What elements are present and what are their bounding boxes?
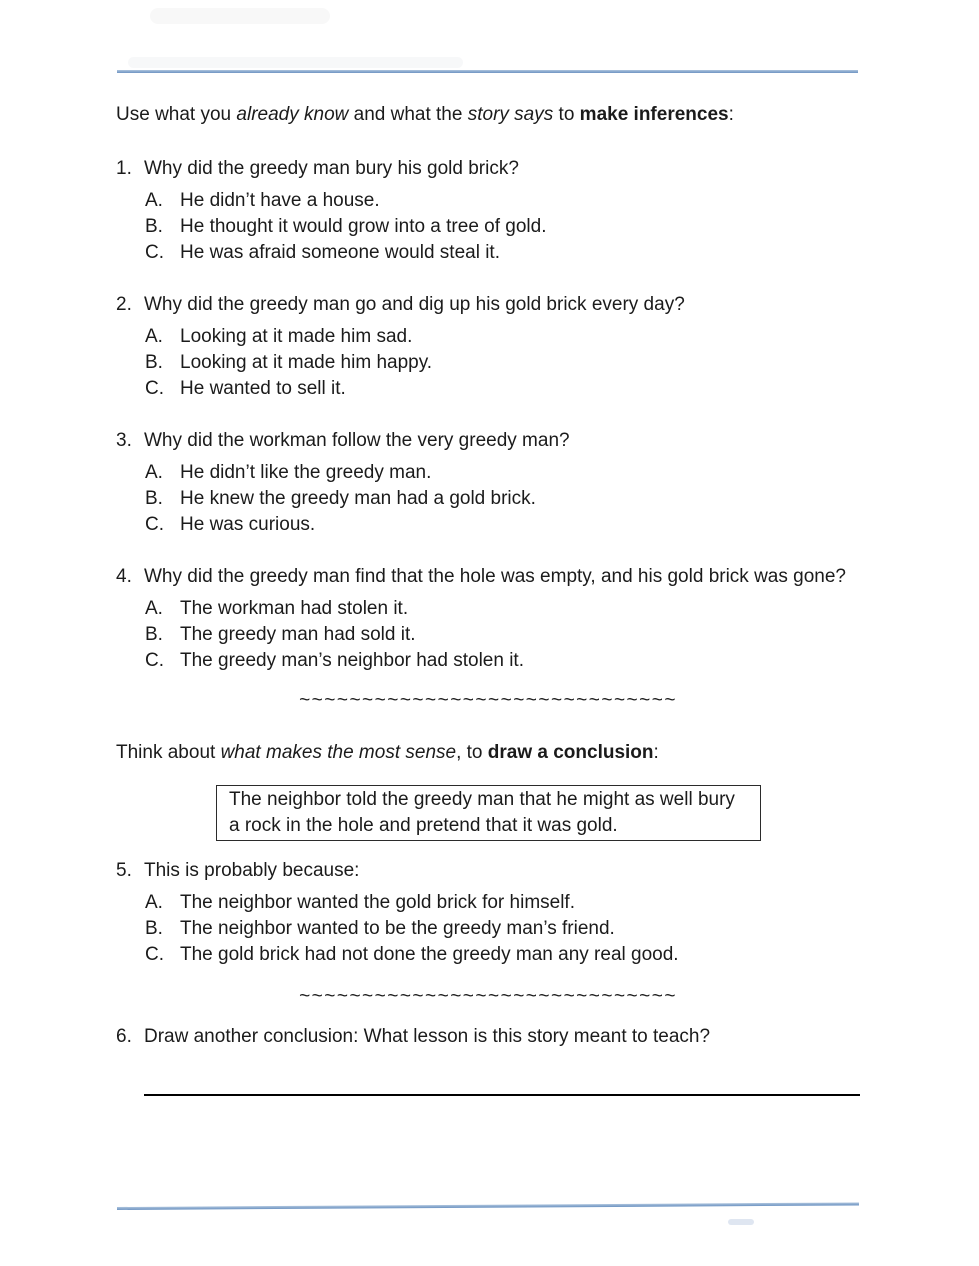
tilde-divider: ~~~~~~~~~~~~~~~~~~~~~~~~~~~~~~ <box>299 690 677 711</box>
option-item <box>145 350 860 376</box>
instruction-text: and what the <box>348 104 468 125</box>
question-text: Why did the greedy man go and dig up his gold brick every day? <box>144 294 685 315</box>
option-item <box>145 188 860 214</box>
conclusion-instruction <box>116 740 860 766</box>
option-item <box>145 376 860 402</box>
question-number: 4. <box>116 566 132 587</box>
option-text: Looking at it made him sad. <box>180 326 413 347</box>
options-list <box>145 596 860 674</box>
instruction-italic: already know <box>236 104 349 125</box>
erased-header-remnant <box>128 57 463 68</box>
option-text: He was afraid someone would steal it. <box>180 242 500 263</box>
option-item <box>145 942 860 968</box>
question-1 <box>116 156 860 266</box>
question-number: 1. <box>116 158 132 179</box>
conclusion-box-text: The neighbor told the greedy man that he might as well bury a rock in the hole and pretend that it was gold. <box>229 789 735 836</box>
option-item <box>145 890 860 916</box>
option-text: Looking at it made him happy. <box>180 352 433 373</box>
question-4 <box>116 564 860 674</box>
option-letter: C. <box>145 944 164 965</box>
option-text: He wanted to sell it. <box>180 378 346 399</box>
option-letter: A. <box>145 190 163 211</box>
option-text: The workman had stolen it. <box>180 598 409 619</box>
instruction-text: to <box>553 104 580 125</box>
option-text: He was curious. <box>180 514 316 535</box>
option-item <box>145 648 860 674</box>
question-text: Draw another conclusion: What lesson is this story meant to teach? <box>144 1026 711 1047</box>
option-item <box>145 596 860 622</box>
option-item <box>145 916 860 942</box>
question-text: Why did the greedy man find that the hole was empty, and his gold brick was gone? <box>144 566 846 587</box>
instruction-bold: make inferences <box>579 104 729 125</box>
option-text: He didn’t have a house. <box>180 190 380 211</box>
option-item <box>145 460 860 486</box>
option-text: The greedy man’s neighbor had stolen it. <box>180 650 524 671</box>
option-text: The neighbor wanted to be the greedy man’s friend. <box>180 918 615 939</box>
instruction-text: Use what you <box>116 104 237 125</box>
instruction-italic: what makes the most sense <box>220 742 457 763</box>
option-item <box>145 622 860 648</box>
question-6 <box>116 1024 860 1050</box>
option-letter: C. <box>145 650 164 671</box>
option-item <box>145 240 860 266</box>
question-3 <box>116 428 860 538</box>
question-2 <box>116 292 860 402</box>
conclusion-box <box>216 785 761 841</box>
header-rule <box>117 70 858 73</box>
option-letter: A. <box>145 598 163 619</box>
options-list <box>145 324 860 402</box>
question-5 <box>116 858 860 968</box>
option-letter: B. <box>145 488 163 509</box>
option-item <box>145 512 860 538</box>
question-number: 2. <box>116 294 132 315</box>
option-item <box>145 324 860 350</box>
footer-rule <box>117 1202 859 1210</box>
options-list <box>145 460 860 538</box>
option-text: He knew the greedy man had a gold brick. <box>180 488 536 509</box>
option-text: He didn’t like the greedy man. <box>180 462 432 483</box>
option-text: The gold brick had not done the greedy man any real good. <box>180 944 679 965</box>
instruction-text: : <box>728 104 734 125</box>
question-text: This is probably because: <box>144 860 360 881</box>
instruction-bold: draw a conclusion <box>487 742 654 763</box>
instruction-text: Think about <box>116 742 221 763</box>
question-text: Why did the workman follow the very greedy man? <box>144 430 570 451</box>
option-letter: B. <box>145 918 163 939</box>
option-letter: B. <box>145 624 163 645</box>
option-letter: A. <box>145 462 163 483</box>
option-letter: B. <box>145 216 163 237</box>
instruction-text: : <box>653 742 659 763</box>
option-letter: C. <box>145 242 164 263</box>
inferences-instruction <box>116 102 860 128</box>
option-letter: B. <box>145 352 163 373</box>
question-number: 5. <box>116 860 132 881</box>
option-item <box>145 486 860 512</box>
erased-header-remnant <box>150 8 330 24</box>
option-item <box>145 214 860 240</box>
worksheet-content <box>116 102 860 1096</box>
options-list <box>145 188 860 266</box>
option-letter: C. <box>145 378 164 399</box>
tilde-divider: ~~~~~~~~~~~~~~~~~~~~~~~~~~~~~~ <box>299 986 677 1007</box>
option-text: The neighbor wanted the gold brick for himself. <box>180 892 575 913</box>
option-letter: A. <box>145 326 163 347</box>
erased-footer-remnant <box>728 1219 754 1225</box>
options-list <box>145 890 860 968</box>
question-number: 3. <box>116 430 132 451</box>
instruction-text: , to <box>456 742 488 763</box>
question-text: Why did the greedy man bury his gold brick? <box>144 158 519 179</box>
answer-blank-line <box>144 1094 860 1096</box>
option-letter: C. <box>145 514 164 535</box>
option-text: The greedy man had sold it. <box>180 624 416 645</box>
instruction-italic: story says <box>467 104 554 125</box>
question-number: 6. <box>116 1026 132 1047</box>
option-letter: A. <box>145 892 163 913</box>
option-text: He thought it would grow into a tree of gold. <box>180 216 547 237</box>
